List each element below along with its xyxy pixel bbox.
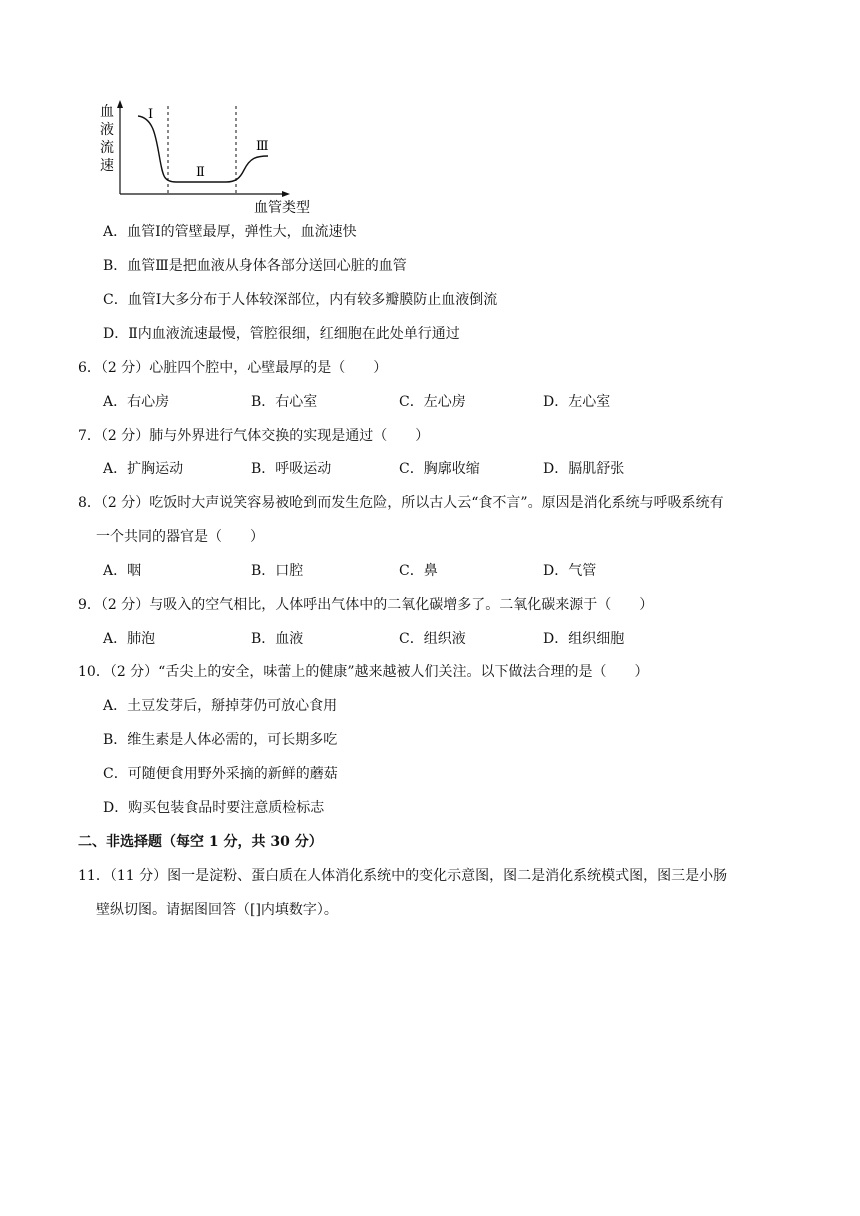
q9-option-d: D．组织细胞 [543,631,625,647]
q7-option-a: A．扩胸运动 [103,461,184,477]
q8-option-b: B．口腔 [251,563,304,579]
q7-option-d: D．膈肌舒张 [543,461,625,477]
q11-stem-line2: 壁纵切图。请据图回答（[]内填数字）。 [96,902,338,918]
q6-stem: 6．（2 分）心脏四个腔中，心壁最厚的是（ ） [78,360,388,376]
y-axis-label-2: 液 [100,122,114,138]
q8-option-d: D．气管 [543,563,597,579]
q8-stem-line1: 8．（2 分）吃饭时大声说笑容易被呛到而发生危险，所以古人云“食不言”。原因是消化系统与呼吸系统有 [78,495,724,511]
q7-option-c: C．胸廓收缩 [399,461,480,477]
x-axis-label: 血管类型 [254,200,310,216]
q10-option-c: C．可随便食用野外采摘的新鲜的蘑菇 [103,766,338,782]
q10-option-a: A．土豆发芽后，掰掉芽仍可放心食用 [103,698,338,714]
q7-stem: 7．（2 分）肺与外界进行气体交换的实现是通过（ ） [78,428,430,444]
q6-option-a: A．右心房 [103,394,170,410]
q8-option-c: C．鼻 [399,563,438,579]
y-axis-label-4: 速 [100,158,114,174]
label-vessel-I: Ⅰ [148,107,154,122]
q5-option-d: D．Ⅱ内血液流速最慢，管腔很细，红细胞在此处单行通过 [103,326,460,342]
q5-option-a: A．血管Ⅰ的管壁最厚，弹性大，血流速快 [103,224,357,240]
label-vessel-III: Ⅲ [256,139,269,154]
q6-option-c: C．左心房 [399,394,466,410]
x-axis-arrow [282,191,290,197]
q10-stem: 10．（2 分）“舌尖上的安全，味蕾上的健康”越来越被人们关注。以下做法合理的是（ ） [78,664,649,680]
q9-option-a: A．肺泡 [103,631,156,647]
q7-option-b: B．呼吸运动 [251,461,332,477]
q5-option-b: B．血管Ⅲ是把血液从身体各部分送回心脏的血管 [103,258,407,274]
q6-option-b: B．右心室 [251,394,318,410]
q9-option-b: B．血液 [251,631,304,647]
q11-stem-line1: 11．（11 分）图一是淀粉、蛋白质在人体消化系统中的变化示意图，图二是消化系统模式图，图三是小肠 [78,868,728,884]
y-axis-arrow [117,100,123,108]
q9-stem: 9．（2 分）与吸入的空气相比，人体呼出气体中的二氧化碳增多了。二氧化碳来源于（ ） [78,597,654,613]
blood-flow-figure [96,98,326,218]
q8-option-a: A．咽 [103,563,142,579]
q6-option-d: D．左心室 [543,394,611,410]
q5-option-c: C．血管Ⅰ大多分布于人体较深部位，内有较多瓣膜防止血液倒流 [103,292,498,308]
label-vessel-II: Ⅱ [196,165,205,180]
q10-option-d: D．购买包装食品时要注意质检标志 [103,800,325,816]
q8-stem-line2: 一个共同的器官是（ ） [96,529,264,545]
q9-option-c: C．组织液 [399,631,466,647]
section-heading-2: 二、非选择题（每空 1 分，共 30 分） [78,834,323,850]
y-axis-label-3: 流 [100,140,114,156]
y-axis-label-1: 血 [100,104,114,120]
q10-option-b: B．维生素是人体必需的，可长期多吃 [103,732,338,748]
